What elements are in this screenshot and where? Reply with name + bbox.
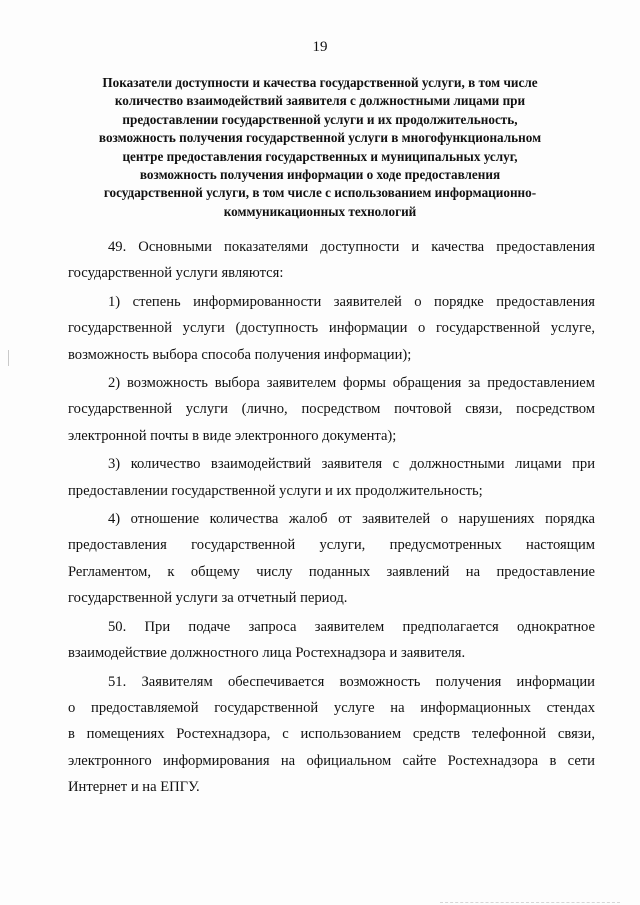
- paragraph-49: [68, 234, 595, 287]
- text-line: 50. При подаче запроса заявителем предполагается однократное: [108, 618, 595, 635]
- list-item-3: [68, 451, 595, 504]
- list-item-1: [68, 289, 595, 368]
- document-body: [68, 234, 595, 801]
- text-line: предоставления государственной услуги, предусмотренных настоящим: [68, 537, 595, 554]
- text-line: о предоставляемой государственной услуге на информационных стендах: [68, 699, 595, 716]
- heading-line: возможность получения государственной услуги в многофункциональном: [98, 130, 542, 146]
- text-line: государственной услуги (доступность информации о государственной услуге,: [68, 320, 595, 337]
- text-line: взаимодействие должностного лица Ростехнадзора и заявителя.: [68, 645, 466, 662]
- text-line: 2) возможность выбора заявителем формы обращения за предоставлением: [108, 375, 595, 392]
- heading-line: предоставлении государственной услуги и их продолжительность,: [122, 111, 518, 127]
- text-line: Интернет и на ЕПГУ.: [68, 779, 200, 796]
- text-line: государственной услуги (лично, посредством почтовой связи, посредством: [68, 401, 595, 418]
- heading-line: Показатели доступности и качества государственной услуги, в том числе: [102, 75, 538, 90]
- text-line: государственной услуги являются:: [68, 265, 284, 282]
- list-item-2: [68, 370, 595, 449]
- heading-line: коммуникационных технологий: [223, 203, 417, 219]
- list-item-4: [68, 506, 595, 612]
- text-line: 51. Заявителям обеспечивается возможность получения информации: [108, 673, 595, 690]
- text-line: электронной почты в виде электронного документа);: [68, 427, 397, 444]
- text-line: предоставлении государственной услуги и их продолжительность;: [68, 482, 483, 499]
- heading-line: государственной услуги, в том числе с использованием информационно-: [103, 185, 537, 201]
- text-line: Регламентом, к общему числу поданных заявлений на предоставление: [68, 563, 595, 580]
- text-line: 4) отношение количества жалоб от заявителей о нарушениях порядка: [108, 511, 595, 528]
- text-line: в помещениях Ростехнадзора, с использованием средств телефонной связи,: [68, 726, 595, 743]
- text-line: 49. Основными показателями доступности и качества предоставления: [108, 239, 595, 255]
- section-heading: [66, 74, 574, 221]
- paragraph-51: [68, 669, 595, 801]
- heading-line: количество взаимодействий заявителя с должностными лицами при: [114, 93, 526, 109]
- scan-margin-mark: [8, 350, 9, 366]
- heading-line: возможность получения информации о ходе предоставления: [139, 167, 501, 183]
- heading-line: центре предоставления государственных и муниципальных услуг,: [122, 148, 518, 164]
- text-line: 3) количество взаимодействий заявителя с должностными лицами при: [108, 456, 595, 473]
- text-line: 1) степень информированности заявителей о порядке предоставления: [108, 293, 595, 310]
- text-line: электронного информирования на официальном сайте Ростехнадзора в сети: [68, 752, 595, 769]
- paragraph-50: [68, 614, 595, 667]
- text-line: возможность выбора способа получения информации);: [68, 346, 412, 363]
- text-line: государственной услуги за отчетный период.: [68, 590, 348, 607]
- scan-artifact-line: [440, 901, 620, 903]
- page-number: 19: [312, 39, 328, 55]
